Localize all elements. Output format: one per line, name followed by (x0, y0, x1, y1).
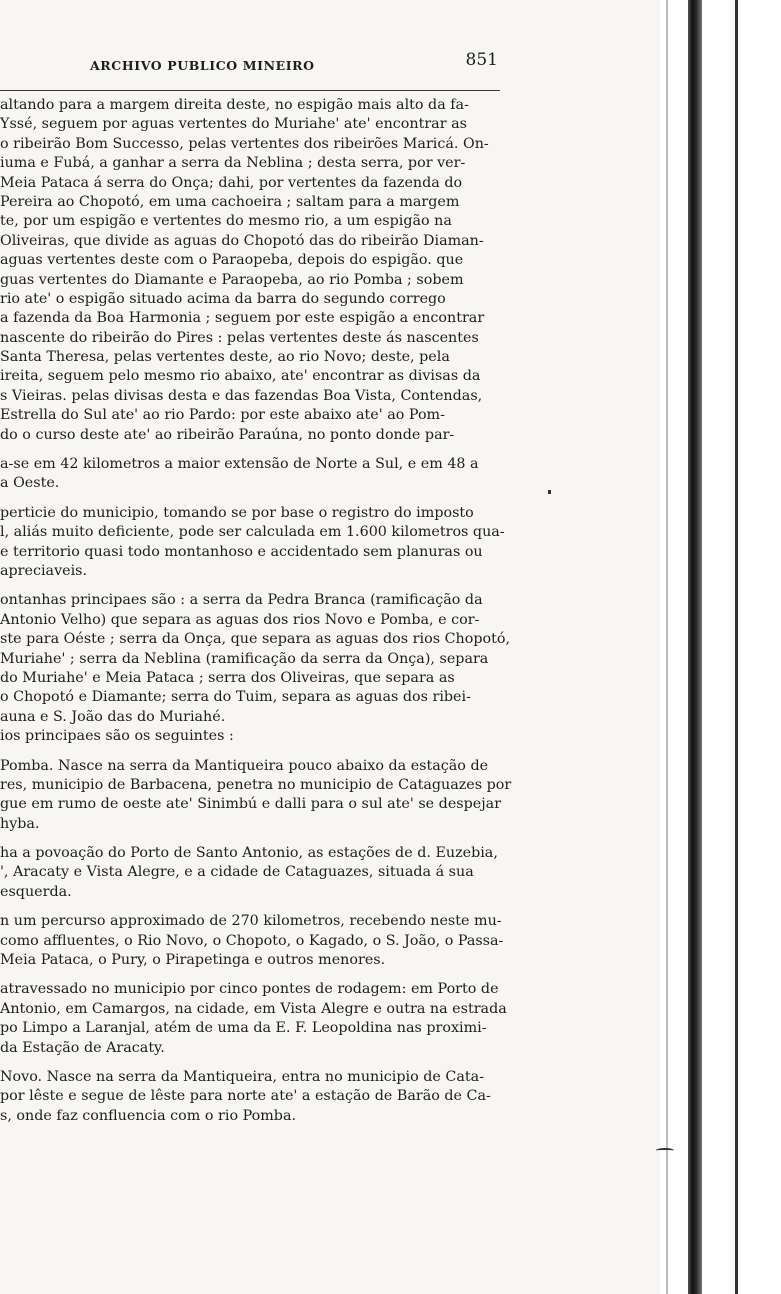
text-line: ireita, seguem pelo mesmo rio abaixo, ate' encontrar as divisas da (0, 368, 481, 385)
text-line: Antonio, em Camargos, na cidade, em Vista Alegre e outra na estrada (0, 1000, 507, 1017)
text-line: auna e S. João das do Muriahé. (0, 708, 226, 725)
header-rule (0, 90, 500, 91)
text-line: Pereira ao Chopotó, em uma cachoeira ; saltam para a margem (0, 193, 460, 210)
text-line: ha a povoação do Porto de Santo Antonio, as estações de d. Euzebia, (0, 845, 498, 862)
text-line: res, municipio de Barbacena, penetra no municipio de Cataguazes por (0, 776, 512, 793)
text-line: do o curso deste ate' ao ribeirão Paraúna, no ponto donde par- (0, 426, 455, 443)
text-line: iuma e Fubá, a ganhar a serra da Neblina ; desta serra, por ver- (0, 155, 466, 172)
text-line: aguas vertentes deste com o Paraopeba, depois do espigão. que (0, 252, 464, 269)
running-title: ARCHIVO PUBLICO MINEIRO (90, 58, 315, 73)
paragraph-gap (0, 494, 525, 504)
text-line: po Limpo a Laranjal, atém de uma da E. F. Leopoldina nas proximi- (0, 1020, 487, 1037)
text-line: o ribeirão Bom Successo, pelas vertentes dos ribeirões Maricá. On- (0, 135, 489, 152)
text-line: a-se em 42 kilometros a maior extensão de Norte a Sul, e em 48 a (0, 456, 479, 473)
text-line: do Muriahe' e Meia Pataca ; serra dos Oliveiras, que separa as (0, 669, 455, 686)
text-line: te, por um espigão e vertentes do mesmo rio, a um espigão na (0, 213, 452, 230)
text-line: s, onde faz confluencia com o rio Pomba. (0, 1107, 297, 1124)
text-line: Yssé, seguem por aguas vertentes do Muriahe' ate' encontrar as (0, 116, 467, 133)
text-line: por lêste e segue de lêste para norte ate' a estação de Barão de Ca- (0, 1088, 491, 1105)
text-line: da Estação de Aracaty. (0, 1039, 165, 1056)
body-text (0, 96, 525, 1126)
text-line: s Vieiras. pelas divisas desta e das fazendas Boa Vista, Contendas, (0, 387, 483, 404)
paragraph-gap (0, 902, 525, 912)
text-line: o Chopotó e Diamante; serra do Tuim, separa as aguas dos ribei- (0, 689, 471, 706)
text-line: ', Aracaty e Vista Alegre, e a cidade de Cataguazes, situada á sua (0, 864, 474, 881)
text-line: atravessado no municipio por cinco pontes de rodagem: em Porto de (0, 981, 499, 998)
text-line: Meia Pataca á serra do Onça; dahi, por vertentes da fazenda do (0, 174, 463, 191)
text-line: a fazenda da Boa Harmonia ; seguem por este espigão a encontrar (0, 310, 485, 327)
paragraph-gap (0, 445, 525, 455)
text-line: e territorio quasi todo montanhoso e accidentado sem planuras ou (0, 543, 483, 560)
text-line: gue em rumo de oeste ate' Sinimbú e dalli para o sul ate' se despejar (0, 796, 502, 813)
text-line: hyba. (0, 815, 40, 832)
paragraph-gap (0, 747, 525, 757)
text-line: Santa Theresa, pelas vertentes deste, ao rio Novo; deste, pela (0, 349, 450, 366)
page-header (90, 50, 500, 74)
text-line: a Oeste. (0, 475, 60, 492)
book-spine-margin (660, 0, 781, 1294)
margin-mark (656, 1148, 674, 1153)
spine-shadow-line (735, 0, 738, 1294)
text-line: guas vertentes do Diamante e Paraopeba, ao rio Pomba ; sobem (0, 271, 464, 288)
text-line: altando para a margem direita deste, no espigão mais alto da fa- (0, 97, 469, 113)
book-spine-binding (688, 0, 702, 1294)
text-line: ste para Oéste ; serra da Onça, que separa as aguas dos rios Chopotó, (0, 631, 510, 648)
spine-edge-line (666, 0, 668, 1294)
text-line: Oliveiras, que divide as aguas do Chopotó das do ribeirão Diaman- (0, 232, 484, 249)
text-line: l, aliás muito deficiente, pode ser calculada em 1.600 kilometros qua- (0, 524, 505, 541)
text-line: Pomba. Nasce na serra da Mantiqueira pouco abaixo da estação de (0, 757, 489, 774)
paragraph-gap (0, 1058, 525, 1068)
ink-speck (548, 490, 551, 494)
text-line: Meia Pataca, o Pury, o Pirapetinga e outros menores. (0, 952, 386, 969)
text-line: apreciaveis. (0, 562, 88, 579)
paragraph-gap (0, 834, 525, 844)
text-line: ontanhas principaes são : a serra da Pedra Branca (ramificação da (0, 592, 483, 609)
text-line: esquerda. (0, 883, 72, 900)
text-line: Estrella do Sul ate' ao rio Pardo: por este abaixo ate' ao Pom- (0, 407, 445, 424)
page-number: 851 (465, 50, 498, 70)
paragraph-gap (0, 581, 525, 591)
text-line: ios principaes são os seguintes : (0, 728, 234, 745)
text-line: nascente do ribeirão do Pires : pelas vertentes deste ás nascentes (0, 329, 479, 346)
text-line: Antonio Velho) que separa as aguas dos rios Novo e Pomba, e cor- (0, 611, 480, 628)
text-line: Muriahe' ; serra da Neblina (ramificação da serra da Onça), separa (0, 650, 489, 667)
text-line: Novo. Nasce na serra da Mantiqueira, entra no municipio de Cata- (0, 1068, 484, 1085)
text-line: perticie do municipio, tomando se por base o registro do imposto (0, 504, 474, 521)
text-line: como affluentes, o Rio Novo, o Chopoto, o Kagado, o S. João, o Passa- (0, 932, 504, 949)
text-line: n um percurso approximado de 270 kilometros, recebendo neste mu- (0, 913, 502, 930)
paragraph-gap (0, 970, 525, 980)
text-line: rio ate' o espigão situado acima da barra do segundo corrego (0, 290, 446, 307)
